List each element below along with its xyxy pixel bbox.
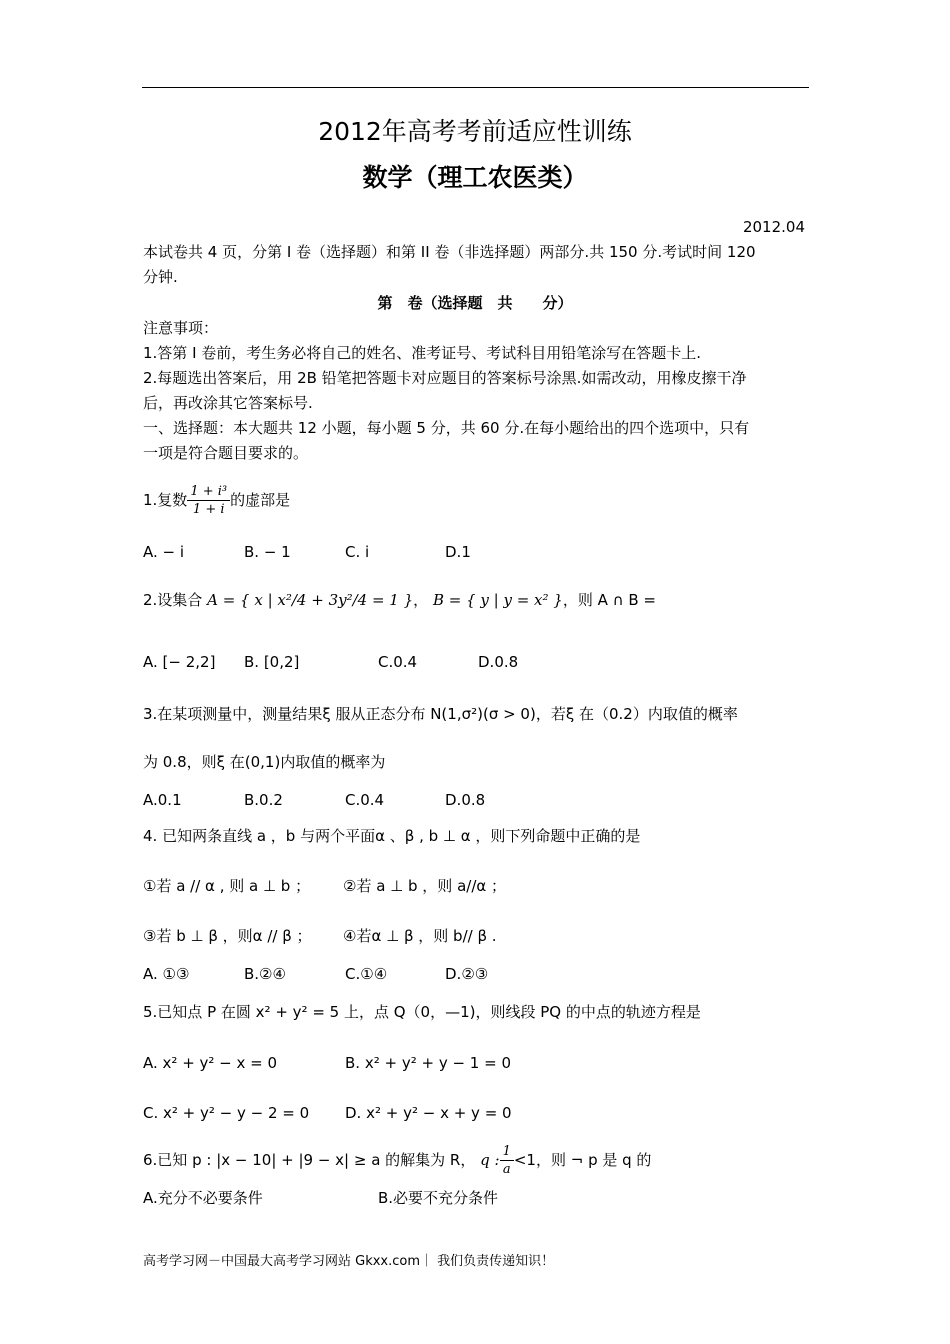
section-title: 第 卷（选择题 共 分） xyxy=(377,294,573,312)
intro-line-2: 分钟. xyxy=(143,268,178,286)
q2-set-b: B = { y | y = x² } xyxy=(432,591,563,609)
q1-option-d: D.1 xyxy=(445,543,471,561)
exam-date: 2012.04 xyxy=(742,218,805,236)
question-6 xyxy=(143,1143,651,1178)
q3-option-c: C.0.4 xyxy=(345,791,385,809)
part1-line-2: 一项是符合题目要求的。 xyxy=(143,444,309,462)
q2-option-d: D.0.8 xyxy=(478,653,519,671)
q6-suffix: <1，则 ¬ p 是 q 的 xyxy=(513,1151,652,1169)
q1-option-a: A. − i xyxy=(143,543,185,561)
q4-line-1: 4. 已知两条直线 a ，b 与两个平面α 、β , b ⊥ α ，则下列命题中正确的是 xyxy=(143,827,641,845)
q6-fraction xyxy=(500,1143,514,1178)
page-footer: 高考学习网－中国最大高考学习网站 Gkxx.com｜ 我们负责传递知识！ xyxy=(143,1254,555,1269)
q3-option-a: A.0.1 xyxy=(143,791,182,809)
q1-option-c: C. i xyxy=(345,543,370,561)
q5-option-d: D. x² + y² − x + y = 0 xyxy=(345,1104,512,1122)
q2-option-a: A. [− 2,2] xyxy=(143,653,216,671)
q2-option-b: B. [0,2] xyxy=(244,653,300,671)
q5-line-1: 5.已知点 P 在圆 x² + y² = 5 上，点 Q（0，—1)，则线段 PQ 的中点的轨迹方程是 xyxy=(143,1003,701,1021)
q4-statement-2: ②若 a ⊥ b ，则 a//α ； xyxy=(343,877,507,895)
q2-mid: ， xyxy=(413,591,429,609)
q4-option-c: C.①④ xyxy=(345,965,388,983)
q1-fraction xyxy=(187,483,230,518)
page-subtitle: 数学（理工农医类） xyxy=(362,163,588,192)
top-rule xyxy=(142,87,809,88)
q3-line-2: 为 0.8，则ξ 在(0,1)内取值的概率为 xyxy=(143,753,386,771)
q4-statement-1: ①若 a // α , 则 a ⊥ b ； xyxy=(143,877,311,895)
q3-option-b: B.0.2 xyxy=(244,791,283,809)
note-2b: 后，再改涂其它答案标号. xyxy=(143,394,313,412)
q1-prefix: 1.复数 xyxy=(143,491,188,509)
q5-option-b: B. x² + y² + y − 1 = 0 xyxy=(345,1054,511,1072)
q1-denominator: 1 + i xyxy=(192,502,225,517)
q1-option-b: B. − 1 xyxy=(244,543,291,561)
q4-statement-4: ④若α ⊥ β ，则 b// β . xyxy=(343,927,497,945)
q4-option-a: A. ①③ xyxy=(143,965,190,983)
q5-option-c: C. x² + y² − y − 2 = 0 xyxy=(143,1104,310,1122)
q3-line-1: 3.在某项测量中，测量结果ξ 服从正态分布 N(1,σ²)(σ > 0)，若ξ 在（0.2）内取值的概率 xyxy=(143,705,738,723)
q2-suffix: ，则 A ∩ B = xyxy=(562,591,656,609)
q4-option-d: D.②③ xyxy=(445,965,489,983)
q2-set-a: A = { x | x²/4 + 3y²/4 = 1 } xyxy=(207,591,414,609)
note-2a: 2.每题选出答案后，用 2B 铅笔把答题卡对应题目的答案标号涂黑.如需改动，用橡皮擦干净 xyxy=(143,369,747,387)
q2-option-c: C.0.4 xyxy=(378,653,418,671)
intro-line-1: 本试卷共 4 页，分第 I 卷（选择题）和第 II 卷（非选择题）两部分.共 150 分.考试时间 120 xyxy=(143,243,756,261)
q1-numerator: 1 + i³ xyxy=(187,483,230,501)
q2-prefix: 2.设集合 xyxy=(143,591,203,609)
note-1: 1.答第 I 卷前，考生务必将自己的姓名、准考证号、考试科目用铅笔涂写在答题卡上. xyxy=(143,344,702,362)
q6-option-b: B.必要不充分条件 xyxy=(378,1189,499,1207)
page-title: 2012年高考考前适应性训练 xyxy=(318,117,632,146)
q6-prefix: 6.已知 p : |x − 10| + |9 − x| ≥ a 的解集为 R， xyxy=(143,1151,476,1169)
q4-statement-3: ③若 b ⊥ β ，则α // β ； xyxy=(143,927,312,945)
q4-option-b: B.②④ xyxy=(244,965,286,983)
q6-denominator: a xyxy=(502,1162,511,1177)
q6-option-a: A.充分不必要条件 xyxy=(143,1189,263,1207)
part1-line-1: 一、选择题：本大题共 12 小题，每小题 5 分，共 60 分.在每小题给出的四个选项中，只有 xyxy=(143,419,750,437)
q3-option-d: D.0.8 xyxy=(445,791,486,809)
q6-q-label: q : xyxy=(480,1151,500,1169)
notes-heading: 注意事项： xyxy=(143,319,219,337)
q6-numerator: 1 xyxy=(500,1143,514,1161)
question-2 xyxy=(143,590,656,610)
q5-option-a: A. x² + y² − x = 0 xyxy=(143,1054,278,1072)
q1-suffix: 的虚部是 xyxy=(230,491,291,509)
question-1 xyxy=(143,483,290,518)
